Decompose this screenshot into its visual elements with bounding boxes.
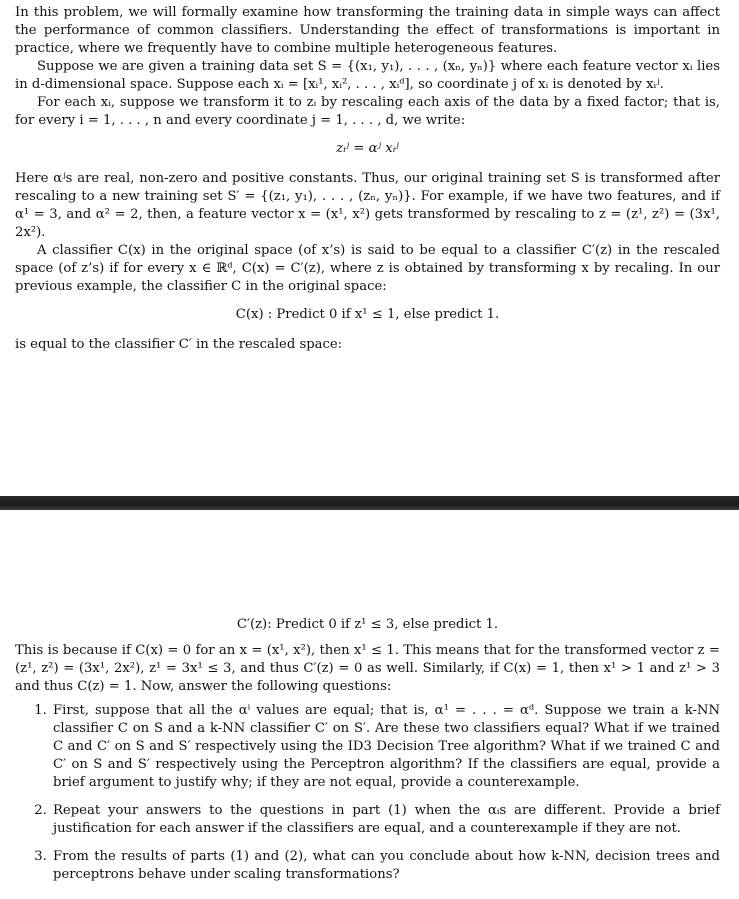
training-set-paragraph: Suppose we are given a training data set S = {(x₁, y₁), . . . , (xₙ, yₙ)} where each feature vector xᵢ lies in d-dimensional space. Suppose each xᵢ = [xᵢ¹, xᵢ², . . . , xᵢᵈ], so coordinate j of xᵢ is denoted by xᵢʲ. <box>15 59 720 92</box>
top-section <box>15 4 720 354</box>
rescaling-equation: zᵢʲ = αʲ xᵢʲ <box>336 141 399 156</box>
transform-paragraph: For each xᵢ, suppose we transform it to zᵢ by rescaling each axis of the data by a fixed factor; that is, for every i = 1, . . . , n and every coordinate j = 1, . . . , d, we write: <box>15 95 720 128</box>
question-3: 3. From the results of parts (1) and (2), what can you conclude about how k-NN, decision trees and perceptrons behave under scaling transformations? <box>51 848 720 884</box>
bottom-section <box>15 616 720 894</box>
alpha-paragraph: Here αʲs are real, non-zero and positive constants. Thus, our original training set S is transformed after rescaling to a new training set S′ = {(z₁, y₁), . . . , (zₙ, yₙ)}. For example, if we have two features, and if α¹ = 3, and α² = 2, then, a feature vector x = (x¹, x²) gets transformed by rescaling to z = (z¹, z²) = (3x¹, 2x²). <box>15 171 720 240</box>
page-divider <box>0 496 739 510</box>
rescaled-intro-paragraph: is equal to the classifier C′ in the rescaled space: <box>15 337 343 352</box>
question-2: 2. Repeat your answers to the questions in part (1) when the αᵢs are different. Provide a brief justification for each answer if the classifiers are equal, and a counterexample if they are not. <box>51 802 720 838</box>
original-classifier-equation: C(x) : Predict 0 if x¹ ≤ 1, else predict 1. <box>235 307 500 322</box>
question-1: 1. First, suppose that all the αⁱ values are equal; that is, α¹ = . . . = αᵈ. Suppose we train a k-NN classifier C on S and a k-NN classifier C′ on S′. Are these two classifiers equal? What if we trained C and C′ on S and S′ respectively using the ID3 Decision Tree algorithm? What if we trained C and C′ on S and S′ respectively using the Perceptron algorithm? If the classifiers are equal, provide a brief argument to justify why; if they are not equal, provide a counterexample. <box>51 702 720 792</box>
rescaled-classifier-equation: C′(z): Predict 0 if z¹ ≤ 3, else predict 1. <box>236 617 499 632</box>
question-list <box>15 702 720 884</box>
explanation-paragraph: This is because if C(x) = 0 for an x = (x¹, x²), then x¹ ≤ 1. This means that for the transformed vector z = (z¹, z²) = (3x¹, 2x²), z¹ = 3x¹ ≤ 3, and thus C′(z) = 0 as well. Similarly, if C(x) = 1, then x¹ > 1 and z¹ > 3 and thus C(z) = 1. Now, answer the following questions: <box>15 643 720 694</box>
intro-paragraph: In this problem, we will formally examine how transforming the training data in simple ways can affect the performance of common classifiers. Understanding the effect of transformations is important in practice, where we frequently have to combine multiple heterogeneous features. <box>15 5 720 56</box>
classifier-equality-paragraph: A classifier C(x) in the original space (of x’s) is said to be equal to a classifier C′(z) in the rescaled space (of z’s) if for every x ∈ ℝᵈ, C(x) = C′(z), where z is obtained by transforming x by recaling. In our previous example, the classifier C in the original space: <box>15 243 720 294</box>
